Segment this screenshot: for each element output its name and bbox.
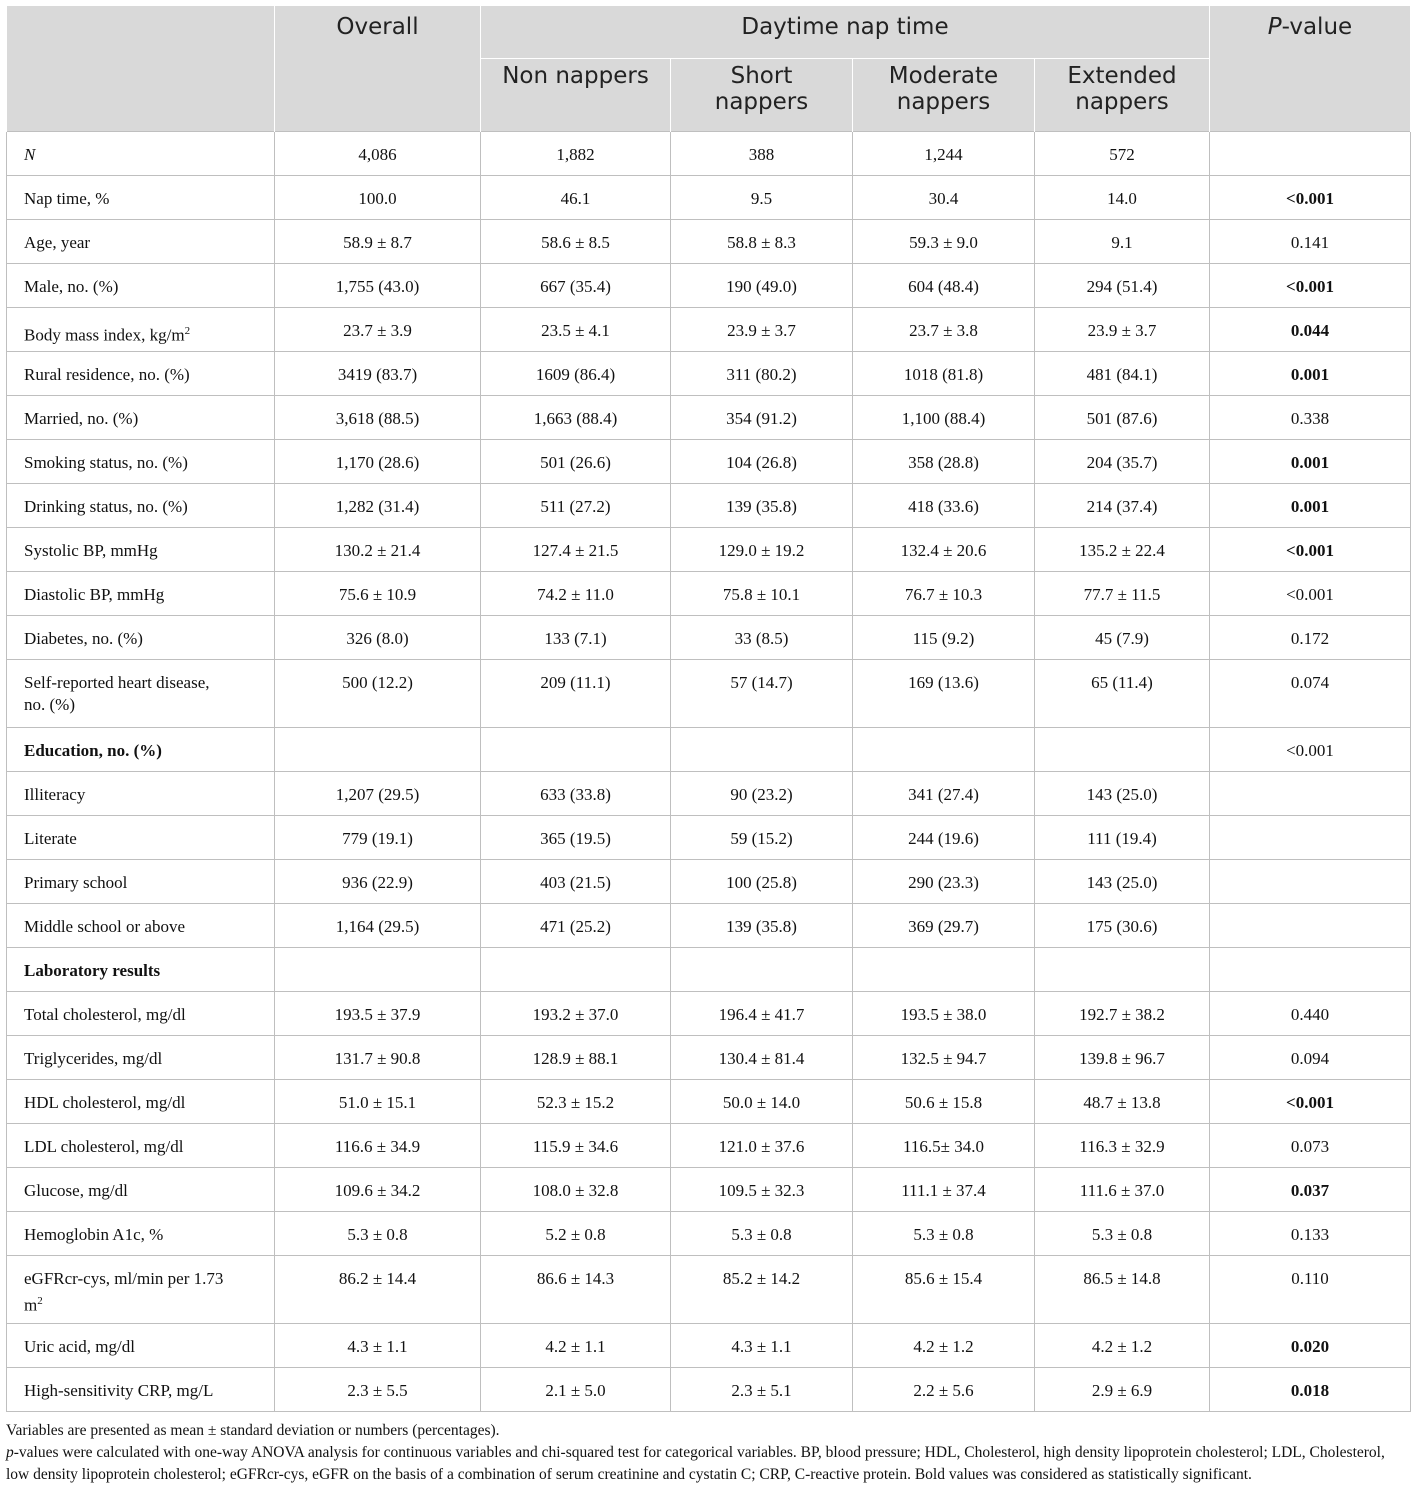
row-label bbox=[7, 132, 275, 176]
cell-p-value: 0.172 bbox=[1210, 616, 1411, 660]
table-row bbox=[7, 904, 1411, 948]
cell-p-value: <0.001 bbox=[1210, 264, 1411, 308]
header-subgroup-label: Non nappers bbox=[502, 63, 649, 89]
table-cell: 100.0 bbox=[275, 176, 481, 220]
row-label bbox=[7, 308, 275, 352]
row-label bbox=[7, 772, 275, 816]
table-cell: 86.6 ± 14.3 bbox=[481, 1256, 671, 1324]
table-cell bbox=[853, 728, 1035, 772]
table-cell: 501 (26.6) bbox=[481, 440, 671, 484]
table-cell bbox=[1035, 948, 1210, 992]
table-row bbox=[7, 1368, 1411, 1412]
table-cell: 75.6 ± 10.9 bbox=[275, 572, 481, 616]
table-cell: 139 (35.8) bbox=[671, 904, 853, 948]
table-cell: 127.4 ± 21.5 bbox=[481, 528, 671, 572]
row-label-text: Body mass index, kg/m bbox=[24, 325, 185, 345]
table-row bbox=[7, 816, 1411, 860]
table-cell: 365 (19.5) bbox=[481, 816, 671, 860]
table-cell: 116.5± 34.0 bbox=[853, 1124, 1035, 1168]
header-subgroup-label: Moderate nappers bbox=[888, 63, 999, 115]
table-cell: 1,282 (31.4) bbox=[275, 484, 481, 528]
row-label-text: Age, year bbox=[24, 233, 91, 252]
table-cell: 481 (84.1) bbox=[1035, 352, 1210, 396]
cell-p-value: 0.044 bbox=[1210, 308, 1411, 352]
row-label bbox=[7, 572, 275, 616]
row-label-text: N bbox=[24, 145, 36, 164]
row-label-text: Rural residence, no. (%) bbox=[24, 365, 190, 384]
table-cell: 45 (7.9) bbox=[1035, 616, 1210, 660]
table-cell: 111.1 ± 37.4 bbox=[853, 1168, 1035, 1212]
table-row bbox=[7, 772, 1411, 816]
cell-p-value: 0.020 bbox=[1210, 1324, 1411, 1368]
table-cell: 5.3 ± 0.8 bbox=[853, 1212, 1035, 1256]
row-label bbox=[7, 220, 275, 264]
cell-p-value: 0.110 bbox=[1210, 1256, 1411, 1324]
table-cell: 131.7 ± 90.8 bbox=[275, 1036, 481, 1080]
table-cell: 65 (11.4) bbox=[1035, 660, 1210, 728]
table-row bbox=[7, 992, 1411, 1036]
table-cell: 57 (14.7) bbox=[671, 660, 853, 728]
row-label bbox=[7, 264, 275, 308]
table-cell: 403 (21.5) bbox=[481, 860, 671, 904]
table-cell: 1,755 (43.0) bbox=[275, 264, 481, 308]
table-cell: 58.6 ± 8.5 bbox=[481, 220, 671, 264]
table-cell: 111.6 ± 37.0 bbox=[1035, 1168, 1210, 1212]
table-cell: 2.9 ± 6.9 bbox=[1035, 1368, 1210, 1412]
cell-p-value: <0.001 bbox=[1210, 528, 1411, 572]
table-row bbox=[7, 572, 1411, 616]
header-label-column bbox=[7, 6, 275, 132]
table-cell: 33 (8.5) bbox=[671, 616, 853, 660]
row-label bbox=[7, 1036, 275, 1080]
table-cell bbox=[481, 948, 671, 992]
row-label bbox=[7, 948, 275, 992]
row-label-text: Illiteracy bbox=[24, 785, 86, 804]
row-label bbox=[7, 352, 275, 396]
table-row bbox=[7, 1080, 1411, 1124]
table-cell: 104 (26.8) bbox=[671, 440, 853, 484]
table-cell: 5.3 ± 0.8 bbox=[275, 1212, 481, 1256]
table-cell: 192.7 ± 38.2 bbox=[1035, 992, 1210, 1036]
table-row bbox=[7, 1256, 1411, 1324]
table-cell: 169 (13.6) bbox=[853, 660, 1035, 728]
cell-p-value: 0.073 bbox=[1210, 1124, 1411, 1168]
table-cell: 5.3 ± 0.8 bbox=[1035, 1212, 1210, 1256]
table-cell: 214 (37.4) bbox=[1035, 484, 1210, 528]
table-cell: 115.9 ± 34.6 bbox=[481, 1124, 671, 1168]
row-label-text: High-sensitivity CRP, mg/L bbox=[24, 1381, 214, 1400]
cell-p-value: <0.001 bbox=[1210, 572, 1411, 616]
cell-p-value: 0.141 bbox=[1210, 220, 1411, 264]
table-cell: 76.7 ± 10.3 bbox=[853, 572, 1035, 616]
table-cell: 109.6 ± 34.2 bbox=[275, 1168, 481, 1212]
table-cell bbox=[275, 728, 481, 772]
row-label bbox=[7, 860, 275, 904]
table-cell: 511 (27.2) bbox=[481, 484, 671, 528]
table-cell: 3,618 (88.5) bbox=[275, 396, 481, 440]
table-row bbox=[7, 616, 1411, 660]
row-label-text: Glucose, mg/dl bbox=[24, 1181, 128, 1200]
row-label bbox=[7, 992, 275, 1036]
table-cell: 132.4 ± 20.6 bbox=[853, 528, 1035, 572]
table-row bbox=[7, 528, 1411, 572]
table-cell bbox=[671, 948, 853, 992]
header-extended-nappers bbox=[1035, 59, 1210, 132]
cell-p-value: 0.018 bbox=[1210, 1368, 1411, 1412]
table-cell: 74.2 ± 11.0 bbox=[481, 572, 671, 616]
row-label bbox=[7, 176, 275, 220]
table-row bbox=[7, 176, 1411, 220]
table-cell bbox=[275, 948, 481, 992]
row-label-text: Self-reported heart disease, no. (%) bbox=[24, 673, 210, 714]
cell-p-value bbox=[1210, 948, 1411, 992]
table-row bbox=[7, 220, 1411, 264]
table-cell: 779 (19.1) bbox=[275, 816, 481, 860]
row-label-superscript: 2 bbox=[184, 325, 191, 337]
table-cell: 129.0 ± 19.2 bbox=[671, 528, 853, 572]
row-label-superscript: 2 bbox=[37, 1295, 43, 1307]
table-cell: 115 (9.2) bbox=[853, 616, 1035, 660]
table-cell: 1,164 (29.5) bbox=[275, 904, 481, 948]
header-non-nappers bbox=[481, 59, 671, 132]
table-cell: 23.9 ± 3.7 bbox=[1035, 308, 1210, 352]
table-cell: 1,170 (28.6) bbox=[275, 440, 481, 484]
row-label-text: HDL cholesterol, mg/dl bbox=[24, 1093, 186, 1112]
row-label bbox=[7, 1080, 275, 1124]
table-row bbox=[7, 352, 1411, 396]
table-row bbox=[7, 396, 1411, 440]
table-cell: 132.5 ± 94.7 bbox=[853, 1036, 1035, 1080]
table-cell: 326 (8.0) bbox=[275, 616, 481, 660]
row-label-text: Systolic BP, mmHg bbox=[24, 541, 158, 560]
table-cell: 9.1 bbox=[1035, 220, 1210, 264]
cell-p-value: 0.001 bbox=[1210, 484, 1411, 528]
header-short-nappers bbox=[671, 59, 853, 132]
table-cell: 30.4 bbox=[853, 176, 1035, 220]
table-cell: 130.2 ± 21.4 bbox=[275, 528, 481, 572]
table-cell: 3419 (83.7) bbox=[275, 352, 481, 396]
table-cell: 341 (27.4) bbox=[853, 772, 1035, 816]
row-label-text: LDL cholesterol, mg/dl bbox=[24, 1137, 184, 1156]
table-cell: 86.2 ± 14.4 bbox=[275, 1256, 481, 1324]
table-cell: 85.2 ± 14.2 bbox=[671, 1256, 853, 1324]
table-cell: 111 (19.4) bbox=[1035, 816, 1210, 860]
row-label-text: Middle school or above bbox=[24, 917, 185, 936]
table-cell: 128.9 ± 88.1 bbox=[481, 1036, 671, 1080]
row-label bbox=[7, 484, 275, 528]
table-cell: 135.2 ± 22.4 bbox=[1035, 528, 1210, 572]
row-label-text: Uric acid, mg/dl bbox=[24, 1337, 135, 1356]
cell-p-value: 0.094 bbox=[1210, 1036, 1411, 1080]
table-cell: 1,663 (88.4) bbox=[481, 396, 671, 440]
table-cell: 116.3 ± 32.9 bbox=[1035, 1124, 1210, 1168]
table-cell: 58.9 ± 8.7 bbox=[275, 220, 481, 264]
row-label bbox=[7, 728, 275, 772]
cell-p-value: <0.001 bbox=[1210, 728, 1411, 772]
cell-p-value: 0.133 bbox=[1210, 1212, 1411, 1256]
table-row bbox=[7, 1212, 1411, 1256]
table-cell: 500 (12.2) bbox=[275, 660, 481, 728]
table-cell: 139 (35.8) bbox=[671, 484, 853, 528]
row-label-text: Laboratory results bbox=[24, 961, 161, 980]
table-cell: 50.0 ± 14.0 bbox=[671, 1080, 853, 1124]
table-cell: 58.8 ± 8.3 bbox=[671, 220, 853, 264]
row-label bbox=[7, 396, 275, 440]
table-cell bbox=[671, 728, 853, 772]
table-row bbox=[7, 728, 1411, 772]
table-cell: 77.7 ± 11.5 bbox=[1035, 572, 1210, 616]
table-row bbox=[7, 660, 1411, 728]
cell-p-value: 0.338 bbox=[1210, 396, 1411, 440]
table-cell: 90 (23.2) bbox=[671, 772, 853, 816]
row-label bbox=[7, 616, 275, 660]
table-row bbox=[7, 308, 1411, 352]
header-p-rest: -value bbox=[1281, 14, 1353, 40]
table-cell: 116.6 ± 34.9 bbox=[275, 1124, 481, 1168]
row-label-text: Literate bbox=[24, 829, 77, 848]
table-row bbox=[7, 440, 1411, 484]
table-cell: 5.2 ± 0.8 bbox=[481, 1212, 671, 1256]
table-header bbox=[7, 6, 1411, 132]
cell-p-value: 0.001 bbox=[1210, 440, 1411, 484]
table-cell: 4.2 ± 1.1 bbox=[481, 1324, 671, 1368]
table-cell: 196.4 ± 41.7 bbox=[671, 992, 853, 1036]
table-cell: 139.8 ± 96.7 bbox=[1035, 1036, 1210, 1080]
header-overall: Overall bbox=[275, 6, 481, 132]
header-subgroup-label: Extended nappers bbox=[1067, 63, 1177, 115]
table-cell: 23.9 ± 3.7 bbox=[671, 308, 853, 352]
table-row bbox=[7, 860, 1411, 904]
table-cell: 369 (29.7) bbox=[853, 904, 1035, 948]
cell-p-value: 0.001 bbox=[1210, 352, 1411, 396]
table-cell: 471 (25.2) bbox=[481, 904, 671, 948]
table-cell: 51.0 ± 15.1 bbox=[275, 1080, 481, 1124]
table-cell: 388 bbox=[671, 132, 853, 176]
row-label bbox=[7, 440, 275, 484]
table-cell: 936 (22.9) bbox=[275, 860, 481, 904]
table-cell: 604 (48.4) bbox=[853, 264, 1035, 308]
table-cell: 311 (80.2) bbox=[671, 352, 853, 396]
table-row bbox=[7, 948, 1411, 992]
footnote-2-italic: p bbox=[6, 1444, 14, 1461]
cell-p-value: <0.001 bbox=[1210, 1080, 1411, 1124]
cell-p-value: 0.037 bbox=[1210, 1168, 1411, 1212]
row-label-text: Smoking status, no. (%) bbox=[24, 453, 188, 472]
footnote-1: Variables are presented as mean ± standard deviation or numbers (percentages). bbox=[6, 1422, 500, 1439]
row-label-text: eGFRcr-cys, ml/min per 1.73 m bbox=[24, 1269, 224, 1315]
table-cell: 2.1 ± 5.0 bbox=[481, 1368, 671, 1412]
row-label-text: Married, no. (%) bbox=[24, 409, 139, 428]
row-label-text: Primary school bbox=[24, 873, 128, 892]
table-cell: 143 (25.0) bbox=[1035, 772, 1210, 816]
row-label-text: Triglycerides, mg/dl bbox=[24, 1049, 163, 1068]
cell-p-value: <0.001 bbox=[1210, 176, 1411, 220]
table-cell: 4.3 ± 1.1 bbox=[671, 1324, 853, 1368]
footnote-2 bbox=[6, 1442, 1410, 1486]
table-cell: 23.5 ± 4.1 bbox=[481, 308, 671, 352]
table-footnotes bbox=[6, 1420, 1410, 1486]
table-cell: 193.5 ± 38.0 bbox=[853, 992, 1035, 1036]
table-cell: 23.7 ± 3.8 bbox=[853, 308, 1035, 352]
row-label bbox=[7, 660, 275, 728]
table-cell: 50.6 ± 15.8 bbox=[853, 1080, 1035, 1124]
table-cell: 209 (11.1) bbox=[481, 660, 671, 728]
header-moderate-nappers bbox=[853, 59, 1035, 132]
table-cell: 294 (51.4) bbox=[1035, 264, 1210, 308]
table-row bbox=[7, 132, 1411, 176]
data-table bbox=[6, 6, 1411, 1412]
table-cell: 4.2 ± 1.2 bbox=[853, 1324, 1035, 1368]
table-cell: 108.0 ± 32.8 bbox=[481, 1168, 671, 1212]
header-p-value bbox=[1210, 6, 1411, 132]
table-body bbox=[7, 132, 1411, 1412]
cell-p-value: 0.440 bbox=[1210, 992, 1411, 1036]
table-cell: 4,086 bbox=[275, 132, 481, 176]
table-cell: 2.2 ± 5.6 bbox=[853, 1368, 1035, 1412]
table-cell: 46.1 bbox=[481, 176, 671, 220]
table-cell: 501 (87.6) bbox=[1035, 396, 1210, 440]
table-cell: 86.5 ± 14.8 bbox=[1035, 1256, 1210, 1324]
table-cell: 358 (28.8) bbox=[853, 440, 1035, 484]
table-cell: 1,207 (29.5) bbox=[275, 772, 481, 816]
table-cell: 5.3 ± 0.8 bbox=[671, 1212, 853, 1256]
row-label bbox=[7, 1324, 275, 1368]
table-cell bbox=[853, 948, 1035, 992]
table-cell: 572 bbox=[1035, 132, 1210, 176]
row-label bbox=[7, 1256, 275, 1324]
table-cell: 1,244 bbox=[853, 132, 1035, 176]
table-cell bbox=[481, 728, 671, 772]
row-label-text: Total cholesterol, mg/dl bbox=[24, 1005, 186, 1024]
row-label-text: Education, no. (%) bbox=[24, 741, 162, 760]
table-cell: 1018 (81.8) bbox=[853, 352, 1035, 396]
cell-p-value bbox=[1210, 860, 1411, 904]
table-cell: 85.6 ± 15.4 bbox=[853, 1256, 1035, 1324]
table-cell: 175 (30.6) bbox=[1035, 904, 1210, 948]
cell-p-value: 0.074 bbox=[1210, 660, 1411, 728]
header-p-italic: P bbox=[1267, 14, 1282, 40]
row-label-text: Nap time, % bbox=[24, 189, 110, 208]
table-cell: 23.7 ± 3.9 bbox=[275, 308, 481, 352]
table-row bbox=[7, 484, 1411, 528]
table-cell: 143 (25.0) bbox=[1035, 860, 1210, 904]
table-cell: 633 (33.8) bbox=[481, 772, 671, 816]
footnote-2-text: -values were calculated with one-way ANOVA analysis for continuous variables and chi-squared test for categorical variables. BP, blood pressure; HDL, Cholesterol, high density lipoprotein cholesterol; LDL, Cholesterol, low density lipoprotein cholesterol; eGFRcr-cys, eGFR on the basis of a combination of serum creatinine and cystatin C; CRP, C-reactive protein. Bold values was considered as statistically significant. bbox=[6, 1444, 1385, 1483]
table-row bbox=[7, 1168, 1411, 1212]
row-label bbox=[7, 1368, 275, 1412]
table-cell: 193.2 ± 37.0 bbox=[481, 992, 671, 1036]
table-cell: 4.3 ± 1.1 bbox=[275, 1324, 481, 1368]
row-label-text: Drinking status, no. (%) bbox=[24, 497, 188, 516]
table-cell: 2.3 ± 5.1 bbox=[671, 1368, 853, 1412]
table-cell: 59 (15.2) bbox=[671, 816, 853, 860]
header-group-daytime-nap-time: Daytime nap time bbox=[481, 6, 1210, 59]
table-cell: 130.4 ± 81.4 bbox=[671, 1036, 853, 1080]
table-cell: 193.5 ± 37.9 bbox=[275, 992, 481, 1036]
table-cell: 109.5 ± 32.3 bbox=[671, 1168, 853, 1212]
table-cell: 190 (49.0) bbox=[671, 264, 853, 308]
table-cell: 354 (91.2) bbox=[671, 396, 853, 440]
table-cell: 2.3 ± 5.5 bbox=[275, 1368, 481, 1412]
row-label bbox=[7, 816, 275, 860]
table-cell: 1,882 bbox=[481, 132, 671, 176]
table-cell bbox=[1035, 728, 1210, 772]
table-cell: 75.8 ± 10.1 bbox=[671, 572, 853, 616]
table-cell: 4.2 ± 1.2 bbox=[1035, 1324, 1210, 1368]
row-label-text: Diastolic BP, mmHg bbox=[24, 585, 165, 604]
table-cell: 204 (35.7) bbox=[1035, 440, 1210, 484]
table-cell: 52.3 ± 15.2 bbox=[481, 1080, 671, 1124]
table-container bbox=[6, 6, 1410, 1486]
table-cell: 418 (33.6) bbox=[853, 484, 1035, 528]
cell-p-value bbox=[1210, 904, 1411, 948]
table-cell: 9.5 bbox=[671, 176, 853, 220]
row-label-text: Diabetes, no. (%) bbox=[24, 629, 143, 648]
table-cell: 244 (19.6) bbox=[853, 816, 1035, 860]
table-cell: 1609 (86.4) bbox=[481, 352, 671, 396]
table-cell: 667 (35.4) bbox=[481, 264, 671, 308]
row-label-text: Hemoglobin A1c, % bbox=[24, 1225, 164, 1244]
table-cell: 290 (23.3) bbox=[853, 860, 1035, 904]
row-label bbox=[7, 1168, 275, 1212]
row-label bbox=[7, 1212, 275, 1256]
table-cell: 133 (7.1) bbox=[481, 616, 671, 660]
table-row bbox=[7, 264, 1411, 308]
table-cell: 100 (25.8) bbox=[671, 860, 853, 904]
table-cell: 48.7 ± 13.8 bbox=[1035, 1080, 1210, 1124]
row-label bbox=[7, 1124, 275, 1168]
header-subgroup-label: Short nappers bbox=[714, 63, 809, 115]
row-label-text: Male, no. (%) bbox=[24, 277, 119, 296]
table-cell: 14.0 bbox=[1035, 176, 1210, 220]
row-label bbox=[7, 528, 275, 572]
table-row bbox=[7, 1324, 1411, 1368]
table-cell: 59.3 ± 9.0 bbox=[853, 220, 1035, 264]
table-row bbox=[7, 1036, 1411, 1080]
cell-p-value bbox=[1210, 816, 1411, 860]
table-row bbox=[7, 1124, 1411, 1168]
cell-p-value bbox=[1210, 772, 1411, 816]
row-label bbox=[7, 904, 275, 948]
table-cell: 121.0 ± 37.6 bbox=[671, 1124, 853, 1168]
cell-p-value bbox=[1210, 132, 1411, 176]
table-cell: 1,100 (88.4) bbox=[853, 396, 1035, 440]
